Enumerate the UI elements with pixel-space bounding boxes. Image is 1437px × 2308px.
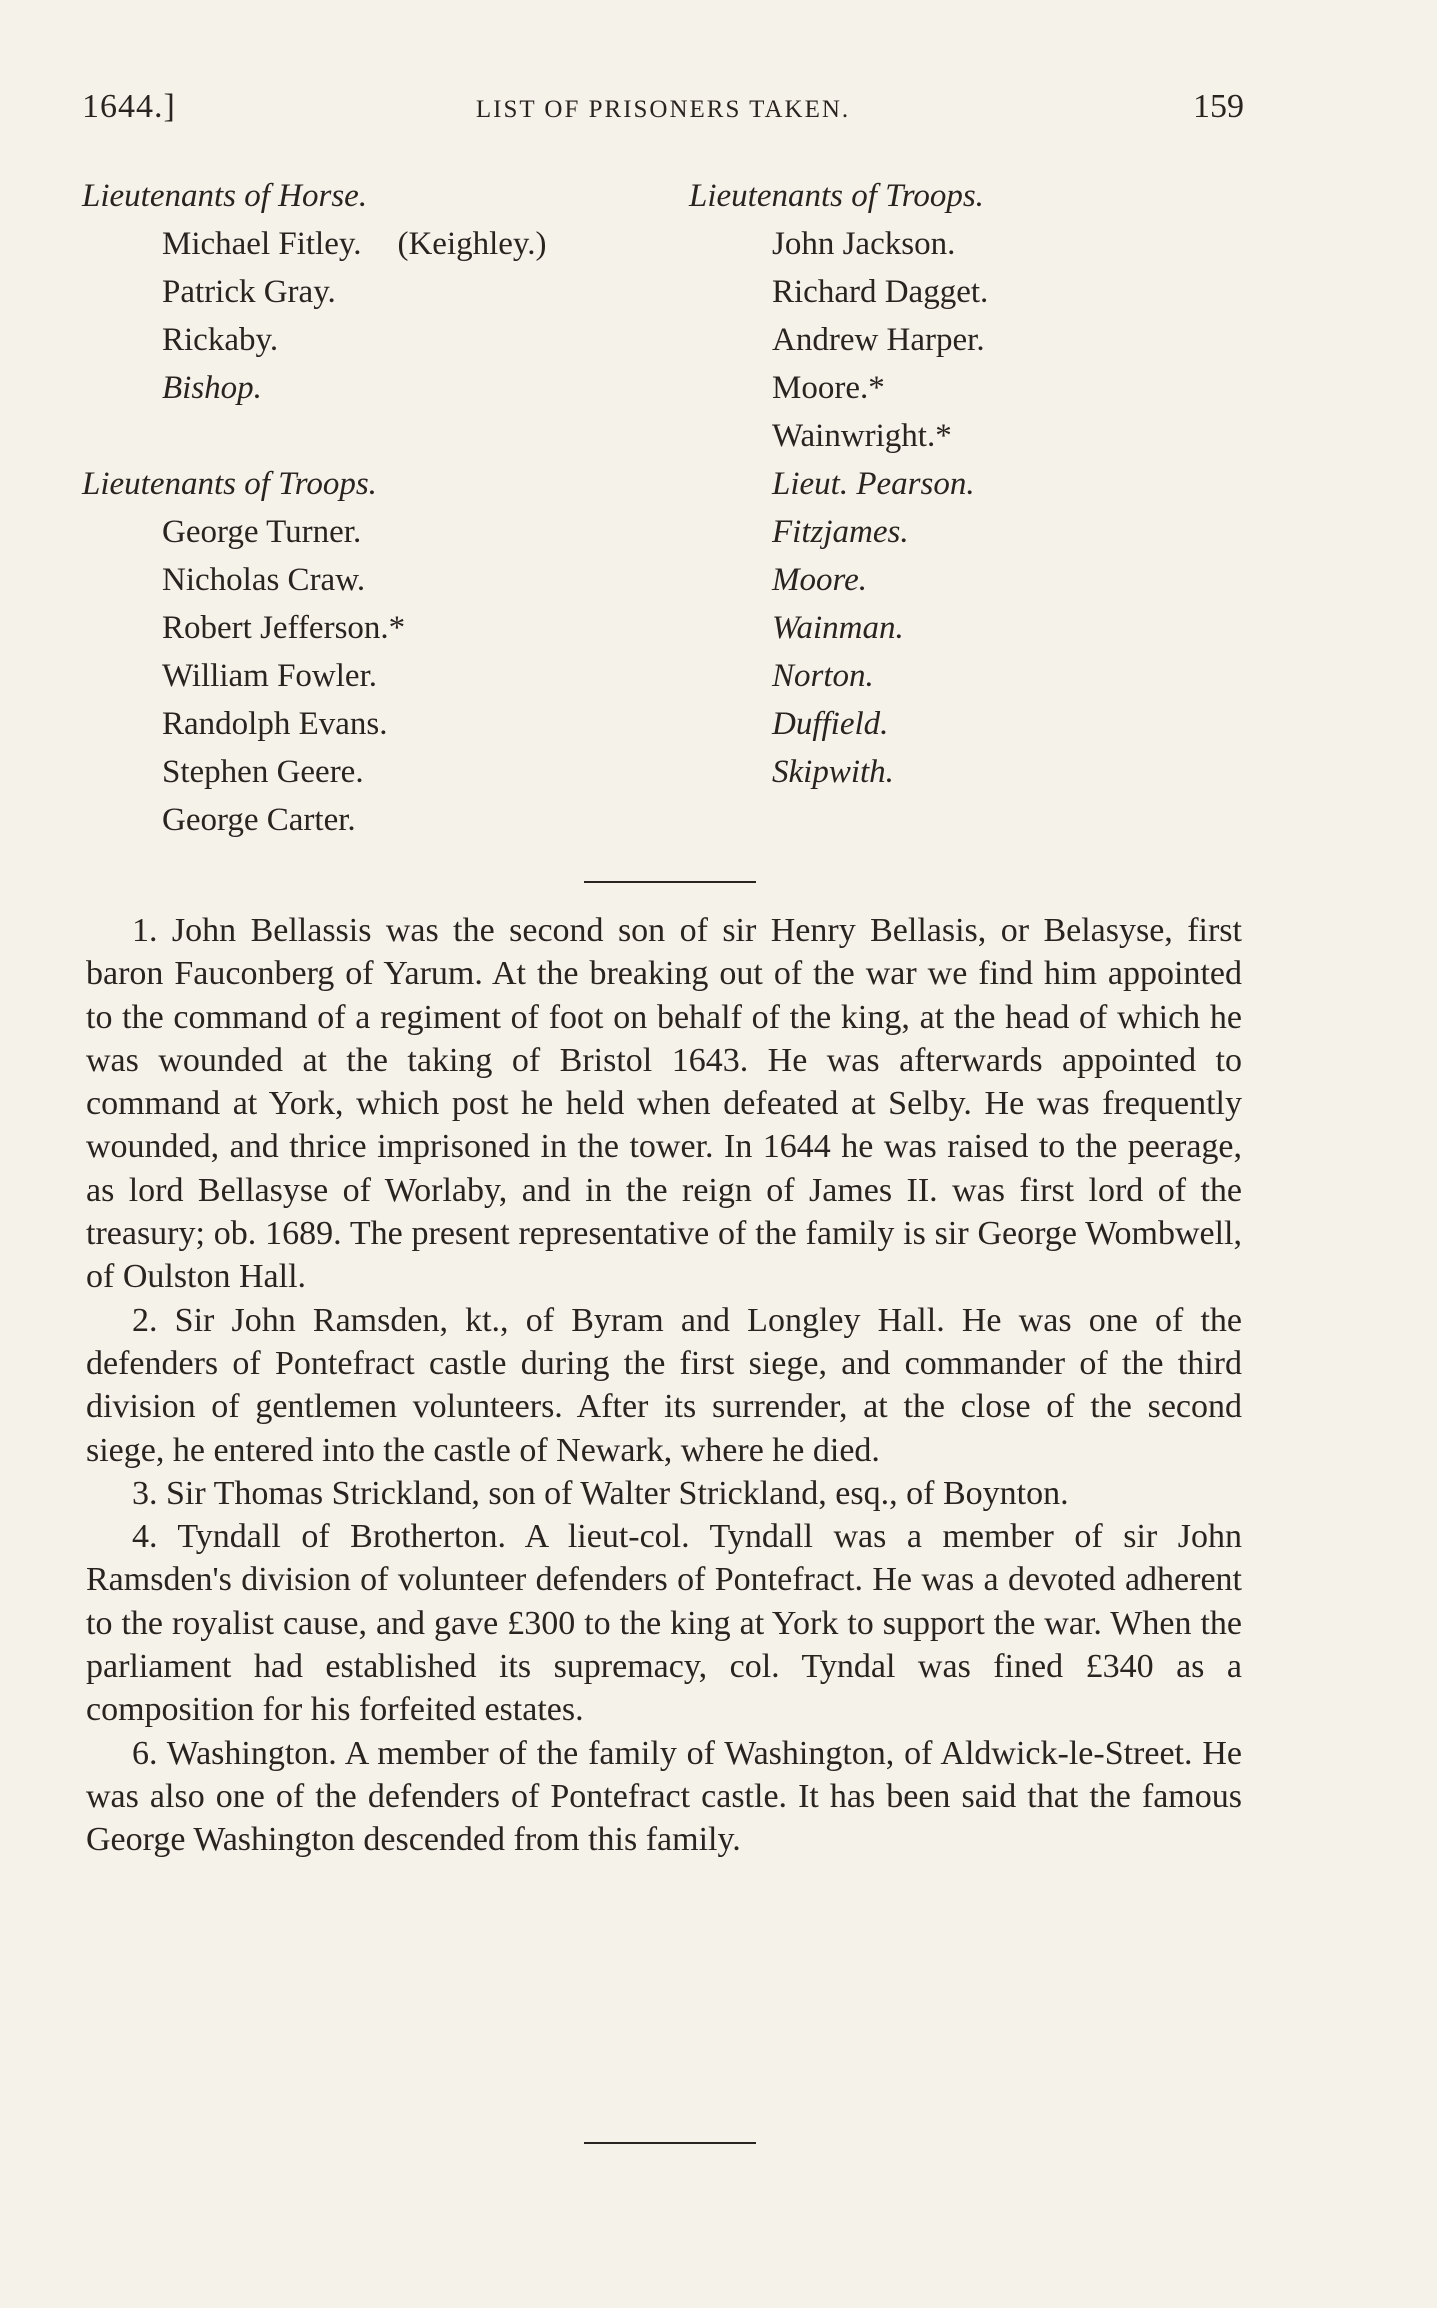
- list-item: Moore.: [772, 562, 868, 598]
- heading-lieutenants-of-troops-right: Lieutenants of Troops.: [689, 178, 984, 214]
- header-year: 1644.]: [82, 88, 176, 125]
- list-item: Wainman.: [772, 610, 904, 646]
- list-item: John Jackson.: [772, 226, 956, 262]
- list-item: Randolph Evans.: [162, 706, 388, 742]
- list-item: Bishop.: [162, 370, 262, 406]
- list-item: Wainwright.*: [772, 418, 952, 454]
- list-item: Robert Jefferson.*: [162, 610, 406, 646]
- list-item: Nicholas Craw.: [162, 562, 366, 598]
- list-item: Norton.: [772, 658, 874, 694]
- footnote-3: 3. Sir Thomas Strickland, son of Walter Strickland, esq., of Boynton.: [132, 1474, 1069, 1512]
- footnote-1: 1. John Bellassis was the second son of sir Henry Bellasis, or Belasyse, first baron Fauconberg of Yarum. At the breaking out of the war we find him appointed to the command of a regiment of foot on behalf of the king, at the head of which he was wounded at the taking of Bristol 1643. He was afterwards appointed to command at York, which post he held when defeated at Selby. He was frequently wounded, and thrice imprisoned in the tower. In 1644 he was raised to the peerage, as lord Bellasyse of Worlaby, and in the reign of James II. was first lord of the treasury; ob. 1689. The present representative of the family is sir George Wombwell, of Oulston Hall.: [86, 912, 1242, 1296]
- page-number: 159: [1193, 88, 1244, 125]
- list-item: Andrew Harper.: [772, 322, 985, 358]
- footnote-4: 4. Tyndall of Brotherton. A lieut-col. Tyndall was a member of sir John Ramsden's division of volunteer defenders of Pontefract. He was a devoted adherent to the royalist cause, and gave £300 to the king at York to support the war. When the parliament had established its supremacy, col. Tyndal was fined £340 as a composition for his forfeited estates.: [86, 1518, 1242, 1729]
- list-item: Stephen Geere.: [162, 754, 364, 790]
- list-item: Duffield.: [772, 706, 889, 742]
- list-item: Moore.*: [772, 370, 885, 406]
- list-item: Skipwith.: [772, 754, 894, 790]
- heading-lieutenants-of-horse: Lieutenants of Horse.: [82, 178, 368, 214]
- end-divider: [584, 2142, 756, 2144]
- left-column: [82, 172, 682, 844]
- page-header: [82, 88, 1244, 128]
- right-column: [689, 172, 1209, 796]
- footnote-2: 2. Sir John Ramsden, kt., of Byram and Longley Hall. He was one of the defenders of Pontefract castle during the first siege, and commander of the third division of gentlemen volunteers. After its surrender, at the close of the second siege, he entered into the castle of Newark, where he died.: [86, 1301, 1242, 1469]
- list-item: George Turner.: [162, 514, 362, 550]
- running-title: LIST OF PRISONERS TAKEN.: [475, 96, 851, 123]
- list-item: Rickaby.: [162, 322, 279, 358]
- place-note: (Keighley.): [397, 226, 547, 262]
- list-item: Lieut. Pearson.: [772, 466, 975, 502]
- list-item: Patrick Gray.: [162, 274, 336, 310]
- heading-lieutenants-of-troops: Lieutenants of Troops.: [82, 466, 377, 502]
- list-item: Fitzjames.: [772, 514, 909, 550]
- footnote-6: 6. Washington. A member of the family of Washington, of Aldwick-le-Street. He was also one of the defenders of Pontefract castle. It has been said that the famous George Washington descended from this family.: [86, 1734, 1242, 1859]
- list-item: William Fowler.: [162, 658, 377, 694]
- section-divider: [584, 881, 756, 883]
- footnotes: [86, 909, 1242, 1862]
- list-item: Richard Dagget.: [772, 274, 989, 310]
- list-item: Michael Fitley. (Keighley.): [162, 226, 547, 262]
- list-item: George Carter.: [162, 802, 356, 838]
